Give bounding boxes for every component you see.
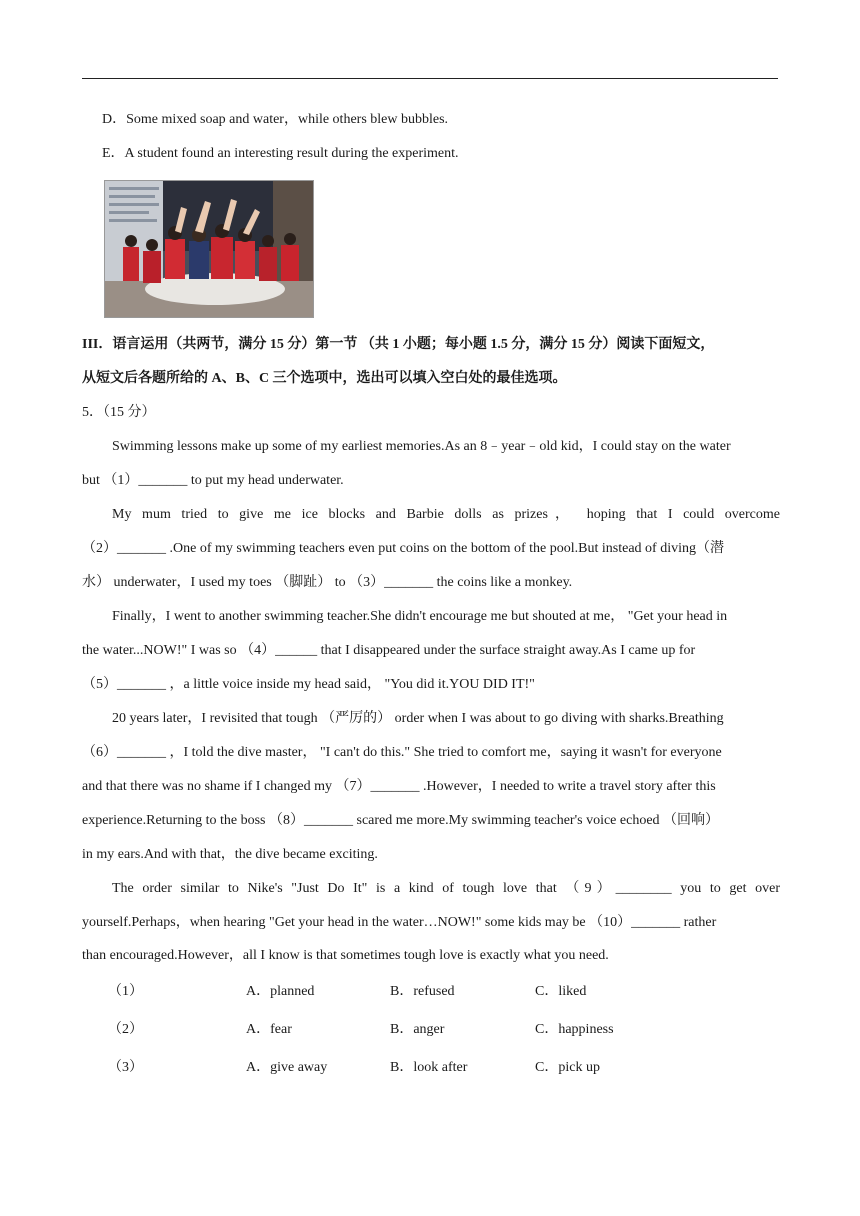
choice-3-a[interactable]: A．give away bbox=[246, 1060, 328, 1075]
option-d: D．Some mixed soap and water，while others blew bubbles. bbox=[102, 112, 449, 127]
passage-line-11: and that there was no shame if I changed my （7）_______ .However，I needed to write a travel story after this bbox=[82, 779, 716, 794]
option-e: E．A student found an interesting result during the experiment. bbox=[102, 146, 459, 161]
passage-line-15: yourself.Perhaps，when hearing "Get your head in the water…NOW!" some kids may be （10）_______ rather bbox=[82, 915, 717, 930]
passage-line-13: in my ears.And with that，the dive became exciting. bbox=[82, 847, 378, 862]
passage-line-4: （2）_______ .One of my swimming teachers even put coins on the bottom of the pool.But instead of diving（潜 bbox=[82, 541, 724, 556]
section-heading-line-2: 从短文后各题所给的 A、B、C 三个选项中，选出可以填入空白处的最佳选项。 bbox=[82, 371, 567, 386]
passage-line-14: The order similar to Nike's "Just Do It" is a kind of tough love that （9）________ you to get over bbox=[112, 881, 780, 896]
choice-1-number: （1） bbox=[108, 984, 143, 999]
header-rule bbox=[82, 78, 778, 79]
choice-3-number: （3） bbox=[108, 1060, 143, 1075]
passage-line-8: （5）_______ ，a little voice inside my head said， "You did it.YOU DID IT!" bbox=[82, 677, 535, 692]
classroom-photo-image bbox=[105, 181, 313, 317]
choice-1-a[interactable]: A．planned bbox=[246, 984, 315, 999]
choice-2-number: （2） bbox=[108, 1022, 143, 1037]
passage-line-3: My mum tried to give me ice blocks and Barbie dolls as prizes， hoping that I could overcome bbox=[112, 507, 780, 522]
passage-line-6: Finally，I went to another swimming teacher.She didn't encourage me but shouted at me， "Get your head in bbox=[112, 609, 728, 624]
passage-line-2: but （1）_______ to put my head underwater. bbox=[82, 473, 344, 488]
choice-2-b[interactable]: B．anger bbox=[390, 1022, 445, 1037]
question-number: 5．（15 分） bbox=[82, 405, 156, 420]
choice-3-c[interactable]: C．pick up bbox=[535, 1060, 600, 1075]
choice-2-c[interactable]: C．happiness bbox=[535, 1022, 614, 1037]
choice-3-b[interactable]: B．look after bbox=[390, 1060, 468, 1075]
choice-2-a[interactable]: A．fear bbox=[246, 1022, 292, 1037]
passage-line-16: than encouraged.However，all I know is that sometimes tough love is exactly what you need. bbox=[82, 948, 609, 963]
passage-line-12: experience.Returning to the boss （8）_______ scared me more.My swimming teacher's voice echoed （回响） bbox=[82, 813, 720, 828]
section-heading-line-1: III．语言运用（共两节，满分 15 分）第一节 （共 1 小题；每小题 1.5 分，满分 15 分）阅读下面短文， bbox=[82, 337, 715, 352]
passage-line-5: 水） underwater，I used my toes （脚趾） to （3）_______ the coins like a monkey. bbox=[82, 575, 573, 590]
choice-1-b[interactable]: B．refused bbox=[390, 984, 455, 999]
passage-line-10: （6）_______ ，I told the dive master， "I can't do this." She tried to comfort me，saying it wasn't for everyone bbox=[82, 745, 722, 760]
passage-line-1: Swimming lessons make up some of my earliest memories.As an 8﹣year﹣old kid，I could stay on the water bbox=[112, 439, 731, 454]
passage-line-7: the water...NOW!" I was so （4）______ that I disappeared under the surface straight away.As I came up for bbox=[82, 643, 696, 658]
classroom-photo bbox=[104, 180, 314, 318]
choice-1-c[interactable]: C．liked bbox=[535, 984, 587, 999]
passage-line-9: 20 years later，I revisited that tough （严厉的） order when I was about to go diving with sharks.Breathing bbox=[112, 711, 724, 726]
